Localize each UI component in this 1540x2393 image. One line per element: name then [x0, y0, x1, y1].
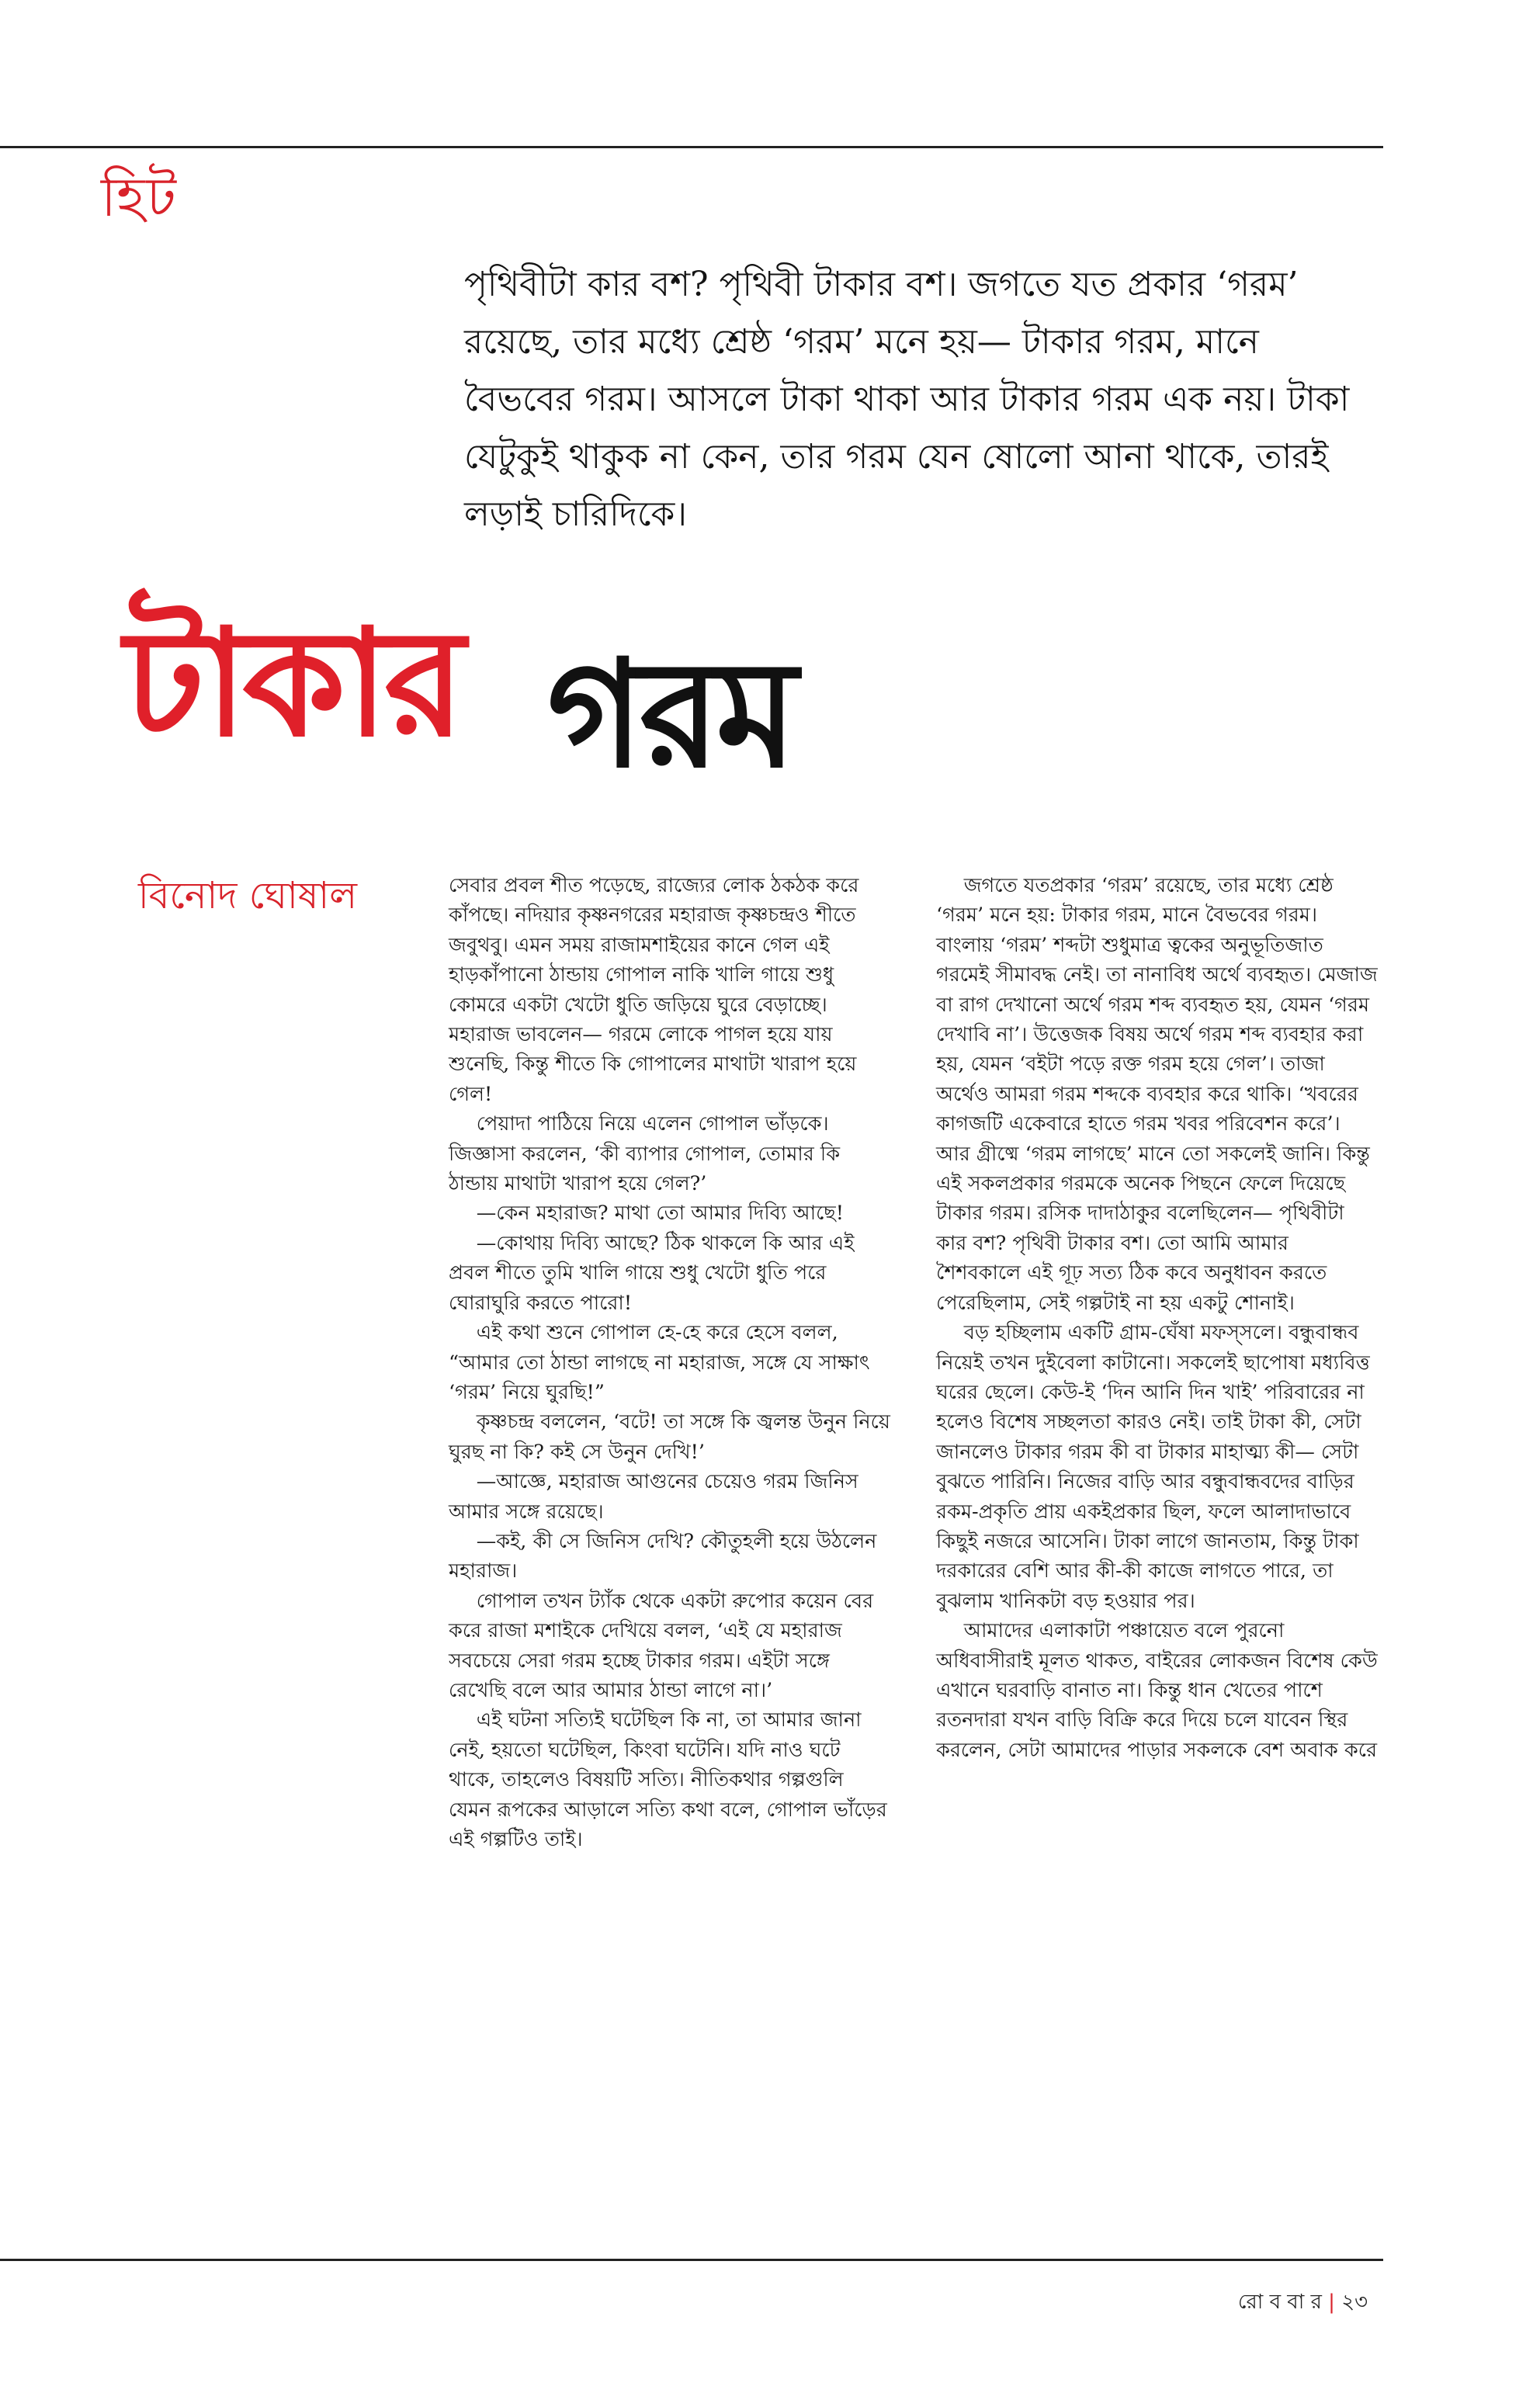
- paragraph: —কই, কী সে জিনিস দেখি? কৌতুহলী হয়ে উঠলেন মহারাজ।: [449, 1529, 877, 1583]
- title-word-2: গরম: [547, 629, 793, 800]
- paragraph: এই ঘটনা সত্যিই ঘটেছিল কি না, তা আমার জানা নেই, হয়তো ঘটেছিল, কিংবা ঘটেনি। যদি নাও ঘটে থাকে, তাহলেও বিষয়টি সত্যি। নীতিকথার গল্পগুলি যেমন রূপকের আড়ালে সত্যি কথা বলে, গোপাল ভাঁড়ের এই গল্পটিও তাই।: [449, 1708, 887, 1851]
- footer-separator: |: [1328, 2291, 1342, 2314]
- title-word-1: টাকার: [124, 598, 461, 769]
- paragraph: পেয়াদা পাঠিয়ে নিয়ে এলেন গোপাল ভাঁড়কে। জিজ্ঞাসা করলেন, ‘কী ব্যাপার গোপাল, তোমার কি ঠান্ডায় মাথাটা খারাপ হয়ে গেল?’: [449, 1112, 841, 1196]
- paragraph: আমাদের এলাকাটা পঞ্চায়েত বলে পুরনো অধিবাসীরাই মূলত থাকত, বাইরের লোকজন বিশেষ কেউ এখানে ঘরবাড়ি বানাত না। কিন্তু ধান খেতের পাশে রতনদারা যখন বাড়ি বিক্রি করে দিয়ে চলে যাবেন স্থির করলেন, সেটা আমাদের পাড়ার সকলকে বেশ অবাক করে: [936, 1619, 1378, 1762]
- bottom-rule: [0, 2259, 1383, 2261]
- paragraph: গোপাল তখন ট্যাঁক থেকে একটা রুপোর কয়েন বের করে রাজা মশাইকে দেখিয়ে বলল, ‘এই যে মহারাজ সবচেয়ে সেরা গরম হচ্ছে টাকার গরম। এইটা সঙ্গে রেখেছি বলে আর আমার ঠান্ডা লাগে না।’: [449, 1589, 874, 1702]
- paragraph: —কেন মহারাজ? মাথা তো আমার দিব্যি আছে!: [476, 1202, 845, 1226]
- article-title: [124, 571, 900, 819]
- section-label: হিট: [101, 165, 178, 229]
- paragraph: কৃষ্ণচন্দ্র বললেন, ‘বটে! তা সঙ্গে কি জ্বলন্ত উনুন নিয়ে ঘুরছ না কি? কই সে উনুন দেখি!’: [449, 1410, 890, 1464]
- intro-standfirst: পৃথিবীটা কার বশ? পৃথিবী টাকার বশ। জগতে যত প্রকার ‘গরম’ রয়েছে, তার মধ্যে শ্রেষ্ঠ ‘গরম’ মনে হয়— টাকার গরম, মানে বৈভবের গরম। আসলে টাকা থাকা আর টাকার গরম এক নয়। টাকা যেটুকুই থাকুক না কেন, তার গরম যেন ষোলো আনা থাকে, তারই লড়াই চারিদিকে।: [464, 265, 1350, 534]
- page-number: ২৩: [1341, 2291, 1368, 2314]
- magazine-name: রো ব বা র: [1237, 2291, 1322, 2314]
- body-column-1: [449, 871, 891, 1854]
- body-column-2: [936, 871, 1379, 1765]
- top-rule: [0, 146, 1383, 148]
- paragraph: সেবার প্রবল শীত পড়েছে, রাজ্যের লোক ঠকঠক করে কাঁপছে। নদিয়ার কৃষ্ণনগরের মহারাজ কৃষ্ণচন্দ্রও শীতে জবুথবু। এমন সময় রাজামশাইয়ের কানে গেল এই হাড়কাঁপানো ঠান্ডায় গোপাল নাকি খালি গায়ে শুধু কোমরে একটা খেটো ধুতি জড়িয়ে ঘুরে বেড়াচ্ছে। মহারাজ ভাবলেন— গরমে লোকে পাগল হয়ে যায় শুনেছি, কিন্তু শীতে কি গোপালের মাথাটা খারাপ হয়ে গেল!: [449, 874, 859, 1106]
- author-byline: বিনোদ ঘোষাল: [138, 874, 357, 917]
- paragraph: —আজ্ঞে, মহারাজ আগুনের চেয়েও গরম জিনিস আমার সঙ্গে রয়েছে।: [449, 1470, 858, 1524]
- paragraph: জগতে যতপ্রকার ‘গরম’ রয়েছে, তার মধ্যে শ্রেষ্ঠ ‘গরম’ মনে হয়: টাকার গরম, মানে বৈভবের গরম। বাংলায় ‘গরম’ শব্দটা শুধুমাত্র ত্বকের অনুভূতিজাত গরমেই সীমাবদ্ধ নেই। তা নানাবিধ অর্থে ব্যবহৃত। মেজাজ বা রাগ দেখানো অর্থে গরম শব্দ ব্যবহৃত হয়, যেমন ‘গরম দেখাবি না’। উত্তেজক বিষয় অর্থে গরম শব্দ ব্যবহার করা হয়, যেমন ‘বইটা পড়ে রক্ত গরম হয়ে গেল’। তাজা অর্থেও আমরা গরম শব্দকে ব্যবহার করে থাকি। ‘খবরের কাগজটি একেবারে হাতে গরম খবর পরিবেশন করে’। আর গ্রীষ্মে ‘গরম লাগছে’ মানে তো সকলেই জানি। কিন্তু এই সকলপ্রকার গরমকে অনেক পিছনে ফেলে দিয়েছে টাকার গরম। রসিক দাদাঠাকুর বলেছিলেন— পৃথিবীটা কার বশ? পৃথিবী টাকার বশ। তো আমি আমার শৈশবকালে এই গূঢ় সত্য ঠিক কবে অনুধাবন করতে পেরেছিলাম, সেই গল্পটাই না হয় একটু শোনাই।: [936, 874, 1378, 1315]
- paragraph: বড় হচ্ছিলাম একটি গ্রাম-ঘেঁষা মফস্সলে। বন্ধুবান্ধব নিয়েই তখন দুইবেলা কাটানো। সকলেই ছাপোষা মধ্যবিত্ত ঘরের ছেলে। কেউ-ই ‘দিন আনি দিন খাই’ পরিবারের না হলেও বিশেষ সচ্ছলতা কারও নেই। তাই টাকা কী, সেটা জানলেও টাকার গরম কী বা টাকার মাহাত্ম্য কী— সেটা বুঝতে পারিনি। নিজের বাড়ি আর বন্ধুবান্ধবদের বাড়ির রকম-প্রকৃতি প্রায় একইপ্রকার ছিল, ফলে আলাদাভাবে কিছুই নজরে আসেনি। টাকা লাগে জানতাম, কিন্তু টাকা দরকারের বেশি আর কী-কী কাজে লাগতে পারে, তা বুঝলাম খানিকটা বড় হওয়ার পর।: [936, 1321, 1370, 1613]
- paragraph: এই কথা শুনে গোপাল হে-হে করে হেসে বলল, “আমার তো ঠান্ডা লাগছে না মহারাজ, সঙ্গে যে সাক্ষাৎ ‘গরম’ নিয়ে ঘুরছি!”: [449, 1321, 870, 1404]
- page-footer: [1238, 2286, 1368, 2320]
- paragraph: —কোথায় দিব্যি আছে? ঠিক থাকলে কি আর এই প্রবল শীতে তুমি খালি গায়ে শুধু খেটো ধুতি পরে ঘোরাঘুরি করতে পারো!: [449, 1231, 855, 1315]
